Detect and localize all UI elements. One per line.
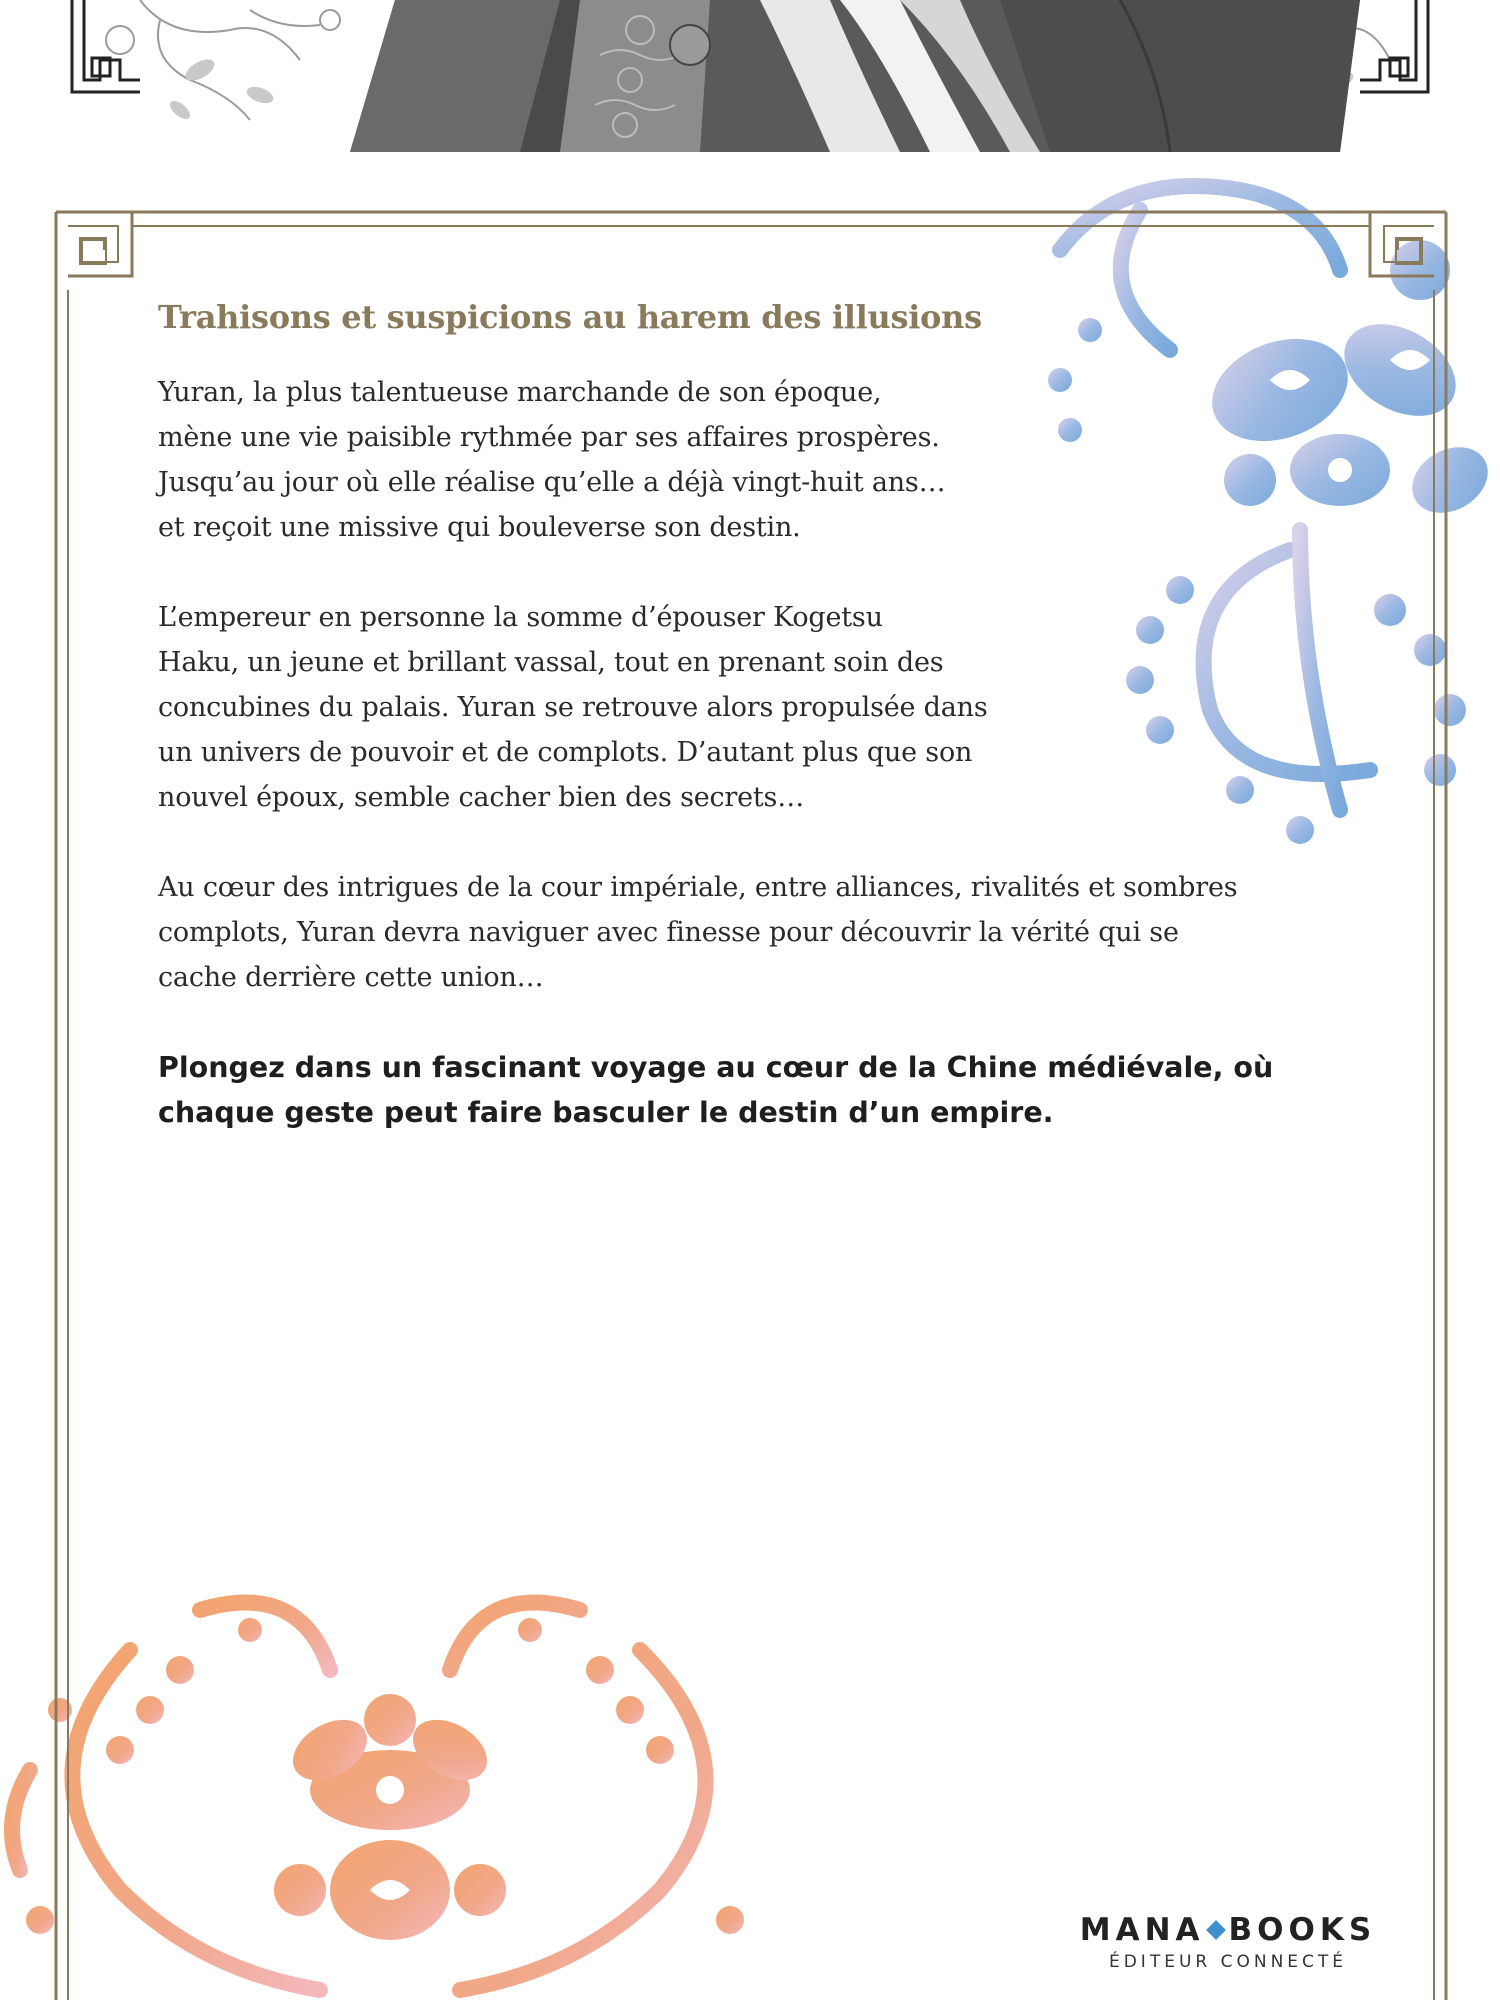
synopsis-line: Yuran, la plus talentueuse marchande de son époque, <box>158 377 882 408</box>
publisher-logo <box>1068 1913 1388 1972</box>
publisher-name <box>1068 1913 1388 1947</box>
synopsis-line: mène une vie paisible rythmée par ses affaires prospères. <box>158 422 940 453</box>
synopsis-line: L’empereur en personne la somme d’épouser Kogetsu <box>158 602 883 633</box>
synopsis-paragraph-3 <box>158 865 1358 1000</box>
cover-illustration-strip <box>0 0 1500 152</box>
synopsis-line: cache derrière cette union… <box>158 962 544 993</box>
book-heading: Trahisons et suspicions au harem des illusions <box>158 298 982 336</box>
orange-flower-icon <box>0 1590 780 2000</box>
synopsis-line: un univers de pouvoir et de complots. D’autant plus que son <box>158 737 973 768</box>
synopsis-line: complots, Yuran devra naviguer avec finesse pour découvrir la vérité qui se <box>158 917 1179 948</box>
publisher-name-left: MANA <box>1079 1912 1205 1948</box>
orange-floral-ornament <box>0 1590 780 2000</box>
synopsis-line: Haku, un jeune et brillant vassal, tout en prenant soin des <box>158 647 944 678</box>
synopsis-line: Au cœur des intrigues de la cour impériale, entre alliances, rivalités et sombres <box>158 872 1238 903</box>
synopsis-line: et reçoit une missive qui bouleverse son destin. <box>158 512 801 543</box>
back-cover-text <box>158 298 1358 1180</box>
synopsis-paragraph-2 <box>158 595 1358 820</box>
gem-icon <box>1206 1920 1226 1940</box>
publisher-name-right: BOOKS <box>1228 1912 1377 1948</box>
tagline-line: chaque geste peut faire basculer le destin d’un empire. <box>158 1096 1054 1129</box>
synopsis-paragraph-1 <box>158 370 1358 550</box>
publisher-subtitle: ÉDITEUR CONNECTÉ <box>1108 1952 1348 1972</box>
tagline <box>158 1045 1358 1135</box>
synopsis-line: concubines du palais. Yuran se retrouve alors propulsée dans <box>158 692 988 723</box>
tagline-line: Plongez dans un fascinant voyage au cœur de la Chine médiévale, où <box>158 1051 1274 1084</box>
robed-figure-illustration <box>0 0 1500 152</box>
synopsis-line: Jusqu’au jour où elle réalise qu’elle a déjà vingt-huit ans… <box>158 467 946 498</box>
synopsis-line: nouvel époux, semble cacher bien des secrets… <box>158 782 805 813</box>
